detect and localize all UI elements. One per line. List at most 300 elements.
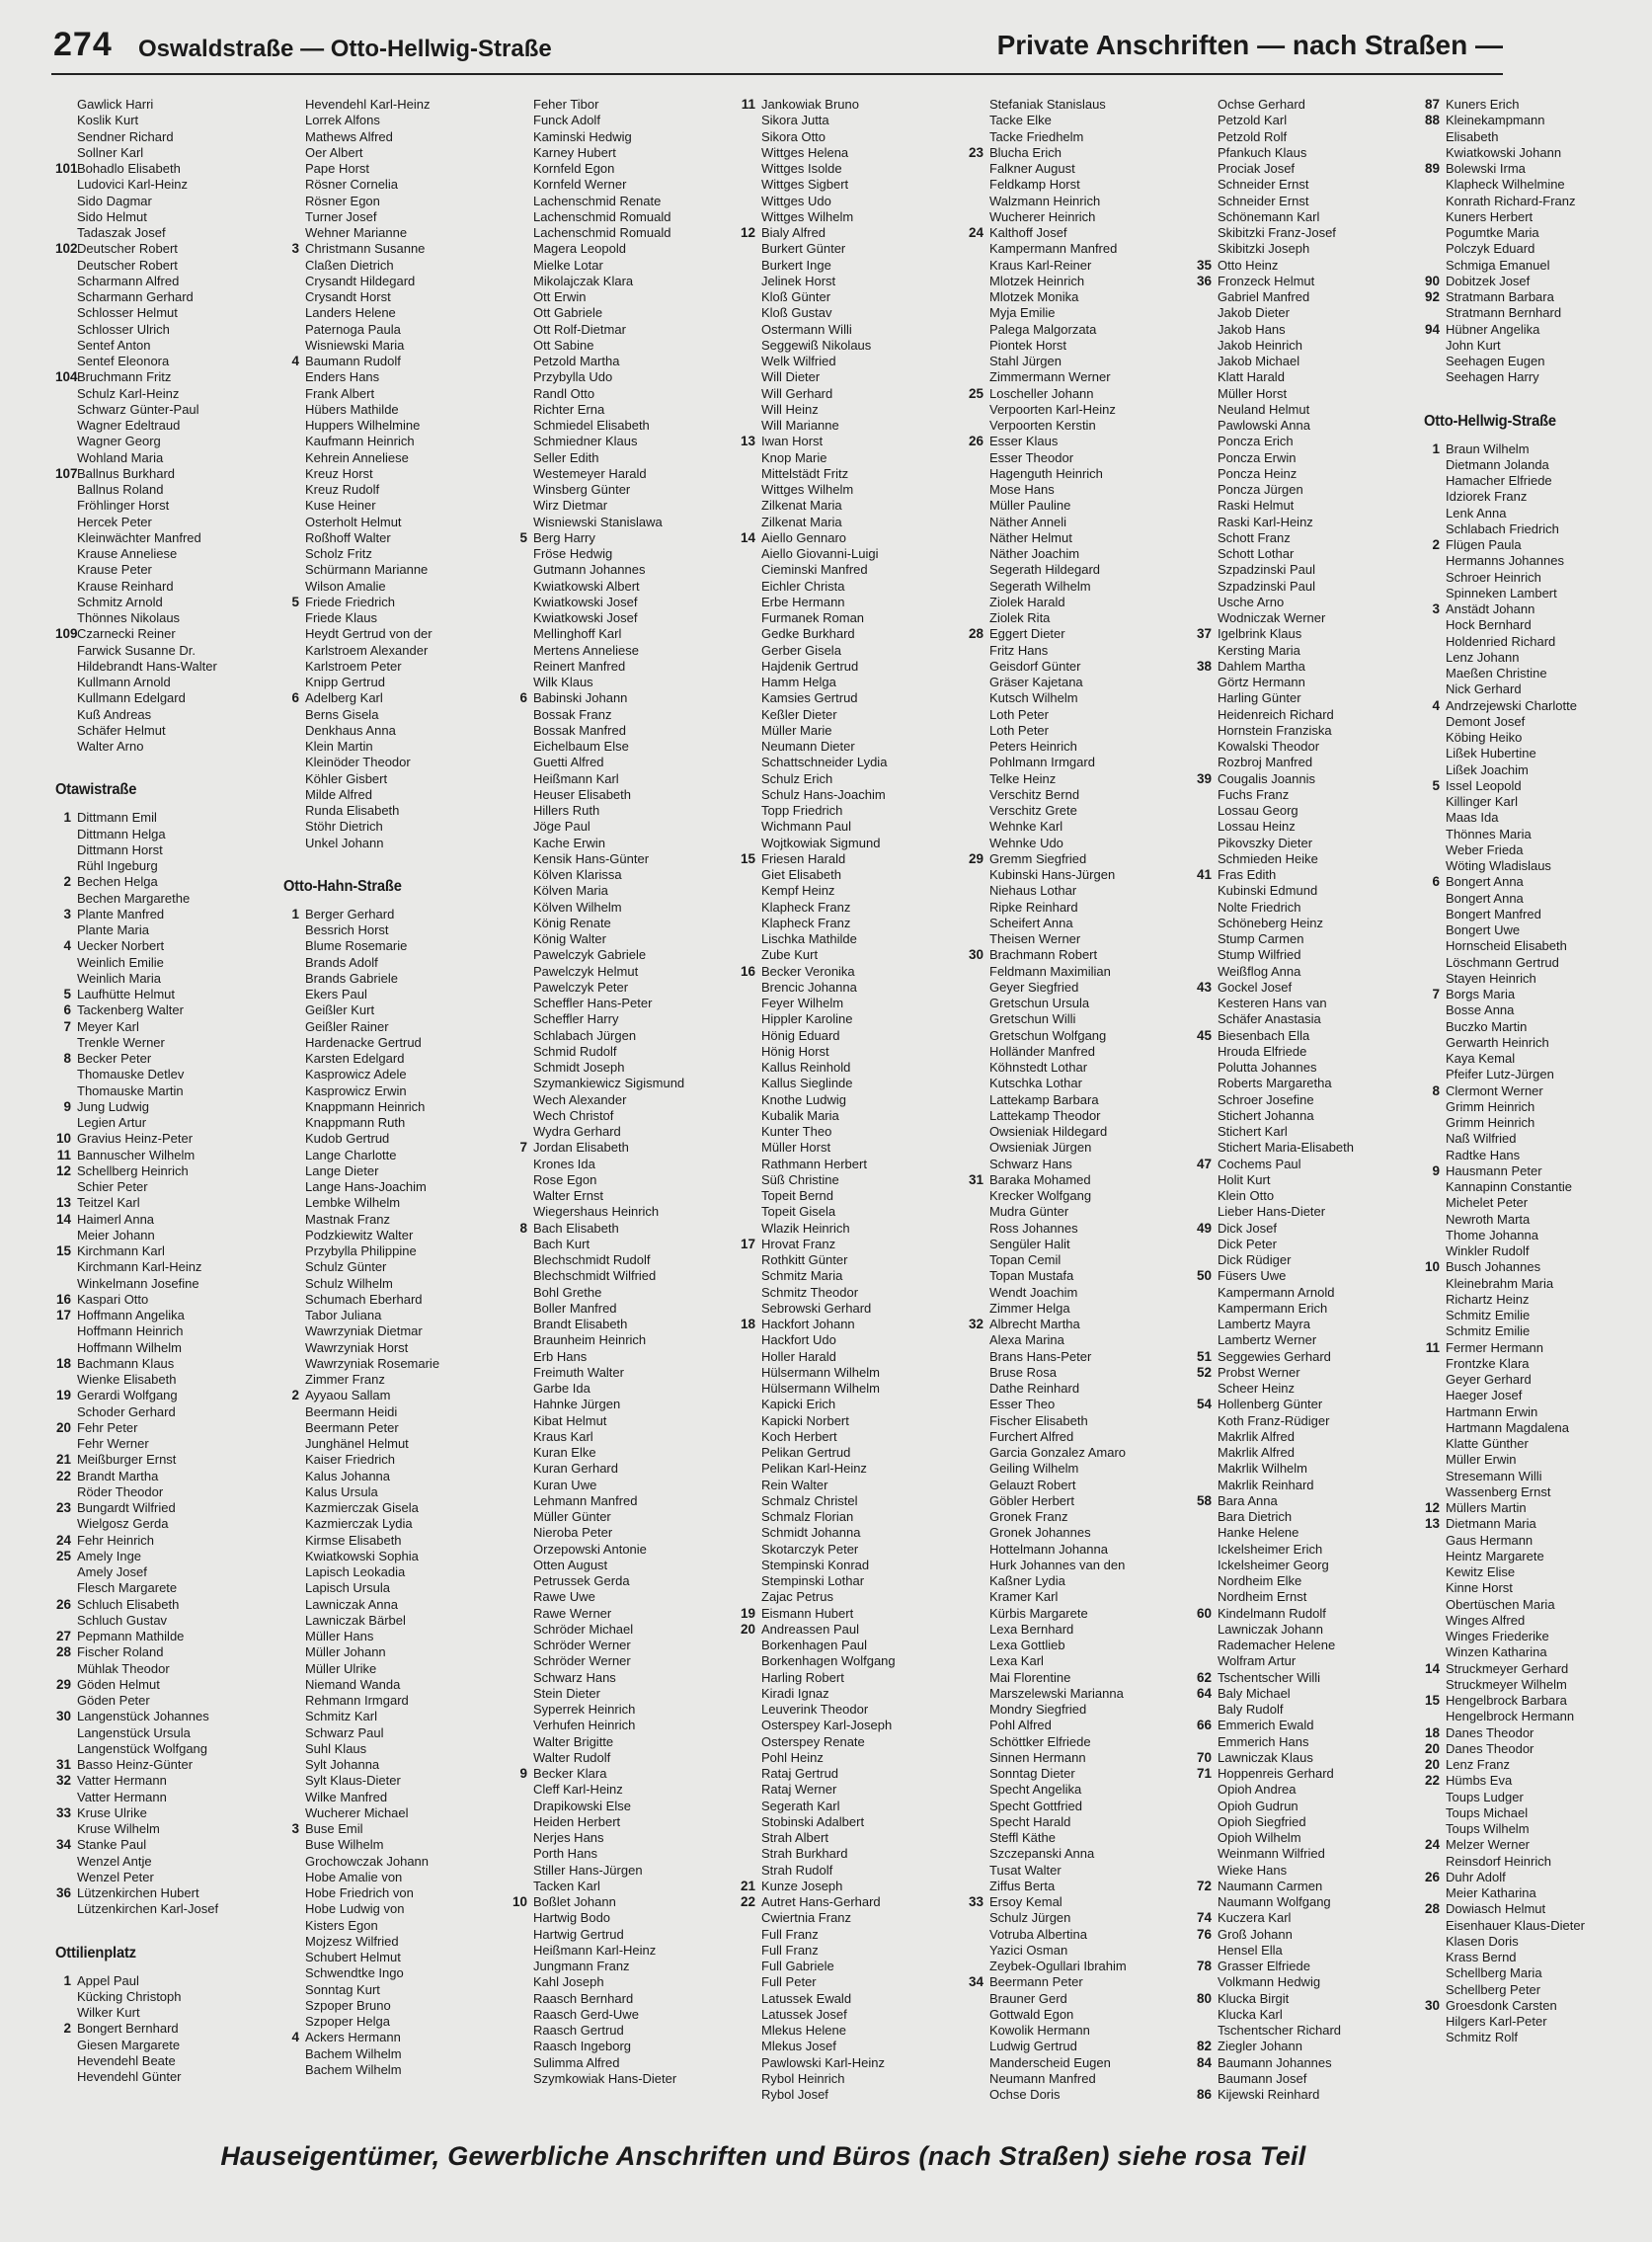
resident-name: Mikolajczak Klara	[533, 273, 634, 288]
resident-entry	[1424, 369, 1652, 385]
house-number	[511, 1285, 533, 1301]
house-number	[511, 1381, 533, 1397]
house-number	[1196, 595, 1218, 610]
house-number	[511, 931, 533, 947]
house-number	[283, 161, 305, 177]
house-number	[968, 482, 989, 498]
resident-name: Dowiasch Helmut	[1446, 1901, 1546, 1917]
resident-name: Karlstroem Peter	[305, 658, 402, 674]
resident-entry	[740, 1927, 968, 1943]
house-number	[1196, 354, 1218, 369]
resident-entry	[283, 129, 511, 145]
resident-entry	[1424, 1372, 1652, 1388]
resident-entry	[1196, 964, 1424, 980]
resident-name: Neumann Dieter	[761, 739, 855, 754]
resident-name: Kewitz Elise	[1446, 1564, 1516, 1579]
resident-entry	[968, 980, 1196, 996]
resident-entry	[968, 258, 1196, 274]
house-number	[1424, 1950, 1446, 1965]
house-number	[968, 916, 989, 931]
resident-entry	[511, 1413, 740, 1429]
resident-entry	[283, 1340, 511, 1356]
resident-entry	[511, 177, 740, 193]
house-number	[968, 675, 989, 690]
resident-entry	[511, 626, 740, 642]
resident-name: Langenstück Johannes	[77, 1709, 209, 1724]
house-number	[283, 1901, 305, 1917]
resident-name: Wisniewski Stanislawa	[533, 514, 663, 529]
resident-name: Koslik Kurt	[77, 113, 139, 128]
resident-name: Thomauske Detlev	[77, 1067, 185, 1082]
house-number	[1196, 675, 1218, 690]
resident-entry	[740, 1044, 968, 1060]
house-number	[1424, 1356, 1446, 1372]
resident-entry	[511, 1188, 740, 1204]
resident-name: Eichelbaum Else	[533, 739, 629, 754]
resident-name: Brans Hans-Peter	[989, 1348, 1092, 1364]
resident-entry	[740, 867, 968, 883]
house-number	[968, 209, 989, 225]
house-number	[740, 305, 761, 321]
resident-entry	[55, 1388, 283, 1403]
resident-entry	[968, 643, 1196, 659]
resident-name: Schmitz Emilie	[1446, 1308, 1531, 1322]
resident-name: Rösner Cornelia	[305, 177, 398, 193]
resident-name: Rataj Werner	[761, 1782, 837, 1798]
resident-entry	[740, 836, 968, 851]
resident-name: Bechen Margarethe	[77, 890, 191, 906]
house-number: 20	[55, 1419, 71, 1435]
house-number	[283, 1131, 305, 1147]
house-number: 74	[1196, 1910, 1212, 1926]
resident-name: Struckmeyer Wilhelm	[1446, 1676, 1567, 1692]
resident-name: Rataj Gertrud	[761, 1766, 839, 1781]
resident-entry	[55, 723, 283, 739]
resident-entry	[1196, 1927, 1424, 1943]
house-number	[740, 690, 761, 706]
resident-name: Bolewski Irma	[1446, 161, 1526, 176]
resident-name: Wydra Gerhard	[533, 1124, 621, 1139]
resident-name: Kiradi Ignaz	[761, 1685, 829, 1701]
house-number	[1424, 1372, 1446, 1388]
house-number	[511, 1204, 533, 1220]
resident-name: Hillers Ruth	[533, 803, 600, 818]
resident-entry	[968, 1927, 1196, 1943]
resident-name: Kraus Karl	[533, 1428, 593, 1444]
house-number	[1196, 402, 1218, 418]
house-number	[1196, 1060, 1218, 1076]
resident-entry	[968, 2039, 1196, 2054]
house-number	[511, 97, 533, 113]
house-number	[740, 258, 761, 274]
resident-entry	[740, 1974, 968, 1990]
resident-entry	[740, 1397, 968, 1412]
resident-entry	[283, 289, 511, 305]
resident-entry	[1196, 2071, 1424, 2087]
resident-entry	[283, 434, 511, 449]
resident-name: Baly Rudolf	[1218, 1702, 1284, 1717]
resident-entry	[1424, 113, 1652, 128]
resident-name: Gretschun Willi	[989, 1011, 1076, 1027]
house-number	[1424, 1051, 1446, 1067]
resident-name: Ripke Reinhard	[989, 899, 1078, 915]
resident-entry	[511, 1028, 740, 1044]
resident-name: Jakob Hans	[1218, 321, 1286, 337]
house-number	[740, 241, 761, 257]
house-number: 80	[1196, 1990, 1212, 2006]
house-number: 84	[1196, 2054, 1212, 2070]
resident-name: Lexa Gottlieb	[989, 1638, 1065, 1652]
resident-entry	[740, 1894, 968, 1910]
resident-name: Berns Gisela	[305, 706, 379, 722]
house-number	[1424, 521, 1446, 537]
house-number	[1424, 145, 1446, 161]
house-number	[55, 2005, 77, 2021]
house-number	[1424, 225, 1446, 241]
house-number	[968, 305, 989, 321]
resident-name: Lenz Johann	[1446, 649, 1520, 665]
resident-entry	[55, 1099, 283, 1115]
house-number	[283, 1918, 305, 1934]
house-number	[968, 1830, 989, 1846]
house-number	[283, 1500, 305, 1516]
resident-name: Junghänel Helmut	[305, 1436, 409, 1451]
resident-entry	[740, 1349, 968, 1365]
house-number	[1424, 1533, 1446, 1549]
house-number	[740, 1653, 761, 1669]
house-number	[968, 1573, 989, 1589]
resident-name: Kornfeld Egon	[533, 161, 615, 176]
resident-name: Petrussek Gerda	[533, 1573, 630, 1588]
resident-name: Kornfeld Werner	[533, 177, 627, 193]
house-number	[740, 1445, 761, 1461]
resident-entry	[511, 1622, 740, 1638]
resident-name: Müller Horst	[1218, 385, 1288, 401]
resident-entry	[968, 1991, 1196, 2007]
house-number	[1196, 418, 1218, 434]
resident-name: Bara Anna	[1218, 1492, 1278, 1508]
resident-entry	[283, 1469, 511, 1484]
resident-entry	[511, 2039, 740, 2054]
resident-name: Eismann Hubert	[761, 1605, 854, 1621]
house-number	[740, 675, 761, 690]
resident-entry	[1196, 274, 1424, 289]
house-number: 36	[1196, 273, 1212, 288]
resident-entry	[1196, 1782, 1424, 1798]
house-number	[740, 1349, 761, 1365]
resident-name: Aiello Giovanni-Luigi	[761, 546, 879, 561]
resident-entry	[968, 1076, 1196, 1091]
house-number	[511, 338, 533, 354]
resident-entry	[1424, 1644, 1652, 1660]
resident-name: Hülsermann Wilhelm	[761, 1364, 880, 1380]
house-number	[968, 1782, 989, 1798]
house-number	[968, 1686, 989, 1702]
resident-name: Köhler Gisbert	[305, 770, 388, 786]
house-number	[511, 1429, 533, 1445]
house-number	[968, 690, 989, 706]
resident-entry	[55, 1693, 283, 1709]
resident-entry	[740, 1252, 968, 1268]
resident-entry	[55, 643, 283, 659]
house-number	[283, 1613, 305, 1629]
house-number	[1196, 1124, 1218, 1140]
resident-entry	[283, 1982, 511, 1998]
house-number	[740, 338, 761, 354]
house-number	[283, 1854, 305, 1870]
resident-name: Ochse Doris	[989, 2087, 1061, 2102]
resident-entry	[283, 1549, 511, 1564]
resident-name: Skotarczyk Peter	[761, 1541, 859, 1557]
resident-entry	[1424, 1148, 1652, 1163]
house-number	[283, 322, 305, 338]
resident-entry	[511, 659, 740, 675]
house-number	[968, 659, 989, 675]
resident-name: Polutta Johannes	[1218, 1060, 1317, 1075]
resident-entry	[1424, 1965, 1652, 1981]
resident-name: Aiello Gennaro	[761, 529, 846, 545]
resident-entry	[1424, 762, 1652, 778]
resident-name: Kölven Maria	[533, 883, 608, 899]
house-number	[511, 1653, 533, 1669]
house-number	[283, 1998, 305, 2014]
resident-entry	[1196, 1589, 1424, 1605]
resident-name: Schöttker Elfriede	[989, 1733, 1091, 1749]
resident-name: Wielgosz Gerda	[77, 1516, 169, 1532]
resident-name: Feldmann Maximilian	[989, 963, 1111, 979]
house-number	[1196, 1573, 1218, 1589]
house-number	[968, 1558, 989, 1573]
resident-name: Raski Karl-Heinz	[1218, 514, 1313, 529]
resident-name: Loth Peter	[989, 706, 1049, 722]
resident-entry	[55, 515, 283, 530]
resident-name: Kuß Andreas	[77, 706, 152, 722]
house-number	[511, 209, 533, 225]
house-number	[283, 1051, 305, 1067]
resident-entry	[1196, 1638, 1424, 1653]
house-number	[968, 1493, 989, 1509]
resident-entry	[968, 1060, 1196, 1076]
resident-name: Zeybek-Ogullari Ibrahim	[989, 1959, 1127, 1973]
house-number	[740, 2087, 761, 2103]
resident-name: Sentef Eleonora	[77, 354, 170, 368]
resident-entry	[968, 1108, 1196, 1124]
resident-entry	[968, 1365, 1196, 1381]
house-number	[511, 1445, 533, 1461]
resident-name: Lenk Anna	[1446, 505, 1507, 520]
resident-entry	[55, 1356, 283, 1372]
resident-name: Görtz Hermann	[1218, 675, 1305, 689]
resident-name: Müller Pauline	[989, 498, 1071, 514]
resident-entry	[511, 771, 740, 787]
house-number	[511, 322, 533, 338]
house-number: 18	[1424, 1724, 1440, 1740]
resident-entry	[1196, 241, 1424, 257]
house-number	[511, 1525, 533, 1541]
resident-entry	[1424, 1308, 1652, 1323]
house-number	[1424, 1388, 1446, 1403]
resident-name: Schmiedner Klaus	[533, 434, 638, 449]
column-7	[1424, 97, 1652, 2108]
resident-entry	[968, 386, 1196, 402]
resident-entry	[55, 1195, 283, 1211]
house-number: 3	[1432, 601, 1440, 616]
house-number	[283, 1885, 305, 1901]
house-number	[968, 1509, 989, 1525]
house-number	[740, 466, 761, 482]
resident-name: Richter Erna	[533, 401, 605, 417]
resident-entry	[968, 466, 1196, 482]
resident-name: Hobe Friedrich von	[305, 1885, 414, 1900]
resident-entry	[511, 1750, 740, 1766]
resident-name: Pikovszky Dieter	[1218, 835, 1313, 850]
house-number	[511, 450, 533, 466]
house-number	[55, 1436, 77, 1452]
resident-entry	[740, 1686, 968, 1702]
resident-name: Hartmann Magdalena	[1446, 1419, 1570, 1435]
resident-name: Krause Peter	[77, 562, 152, 578]
resident-name: Loth Peter	[989, 722, 1049, 738]
house-number: 7	[1432, 987, 1440, 1001]
resident-entry	[283, 1741, 511, 1757]
resident-entry	[283, 1372, 511, 1388]
resident-name: Näther Helmut	[989, 529, 1072, 545]
house-number	[1424, 2030, 1446, 2045]
house-number	[740, 1910, 761, 1926]
resident-entry	[1424, 955, 1652, 971]
house-number	[511, 1814, 533, 1830]
resident-name: Meißburger Ernst	[77, 1452, 177, 1468]
resident-name: Hausmann Peter	[1446, 1162, 1542, 1178]
house-number	[1196, 1830, 1218, 1846]
house-number	[968, 161, 989, 177]
resident-name: Stahl Jürgen	[989, 354, 1062, 368]
resident-name: Schneider Ernst	[1218, 193, 1309, 208]
resident-entry	[968, 659, 1196, 675]
resident-name: Sikora Otto	[761, 128, 826, 144]
house-number: 20	[1424, 1740, 1440, 1756]
resident-entry	[511, 900, 740, 916]
house-number: 4	[1432, 697, 1440, 713]
house-number	[283, 1228, 305, 1243]
resident-name: Schmalz Florian	[761, 1509, 854, 1524]
resident-entry	[55, 827, 283, 842]
house-number	[740, 916, 761, 931]
resident-name: Heintz Margarete	[1446, 1548, 1544, 1563]
resident-entry	[968, 931, 1196, 947]
resident-entry	[511, 1894, 740, 1910]
house-number	[740, 354, 761, 369]
house-number	[1196, 450, 1218, 466]
house-number	[968, 1702, 989, 1718]
house-number	[1424, 1035, 1446, 1051]
resident-entry	[55, 675, 283, 690]
resident-name: Kallus Sieglinde	[761, 1076, 853, 1091]
house-number	[968, 1204, 989, 1220]
house-number: 87	[1424, 97, 1440, 112]
house-number	[511, 1317, 533, 1332]
house-number	[968, 498, 989, 514]
resident-entry	[283, 2030, 511, 2045]
house-number	[283, 1564, 305, 1580]
resident-name: Thönnes Nikolaus	[77, 610, 181, 625]
resident-name: Hildebrandt Hans-Walter	[77, 658, 217, 674]
resident-entry	[968, 996, 1196, 1011]
street-spacer	[55, 755, 283, 776]
house-number	[968, 1846, 989, 1862]
resident-name: Tabor Juliana	[305, 1308, 382, 1322]
resident-name: Lange Dieter	[305, 1162, 379, 1178]
resident-name: Sylt Klaus-Dieter	[305, 1773, 401, 1789]
resident-name: Dick Peter	[1218, 1236, 1277, 1251]
house-number	[283, 258, 305, 274]
resident-entry	[55, 1276, 283, 1292]
house-number	[283, 1516, 305, 1532]
resident-entry	[740, 194, 968, 209]
resident-entry	[1424, 1982, 1652, 1998]
house-number	[283, 819, 305, 835]
house-number	[740, 1846, 761, 1862]
resident-name: Gaus Hermann	[1446, 1532, 1534, 1548]
resident-name: Schmitz Emilie	[1446, 1323, 1531, 1339]
resident-name: Kapicki Erich	[761, 1397, 836, 1412]
resident-entry	[968, 354, 1196, 369]
resident-name: Bach Elisabeth	[533, 1220, 619, 1236]
house-number	[1196, 466, 1218, 482]
resident-entry	[283, 241, 511, 257]
resident-entry	[968, 1606, 1196, 1622]
resident-entry	[283, 209, 511, 225]
house-number	[968, 579, 989, 595]
resident-entry	[740, 1028, 968, 1044]
resident-entry	[1424, 489, 1652, 505]
resident-entry	[968, 434, 1196, 449]
resident-name: Cleff Karl-Heinz	[533, 1782, 623, 1798]
resident-name: Holdenried Richard	[1446, 633, 1556, 649]
resident-name: Hackfort Udo	[761, 1332, 836, 1348]
resident-name: Knothe Ludwig	[761, 1091, 847, 1107]
house-number: 24	[968, 225, 983, 240]
resident-entry	[55, 1564, 283, 1580]
resident-name: Will Gerhard	[761, 385, 833, 401]
house-number	[283, 1002, 305, 1018]
resident-name: Raski Helmut	[1218, 498, 1295, 514]
resident-name: Kreuz Rudolf	[305, 482, 380, 497]
house-number	[283, 1452, 305, 1468]
house-number	[511, 1397, 533, 1412]
house-number	[740, 1011, 761, 1027]
resident-entry	[511, 643, 740, 659]
house-number: 1	[63, 1972, 71, 1988]
resident-entry	[1424, 1292, 1652, 1308]
resident-entry	[511, 1317, 740, 1332]
resident-entry	[511, 225, 740, 241]
resident-entry	[1424, 1950, 1652, 1965]
resident-name: Naumann Carmen	[1218, 1878, 1323, 1893]
resident-entry	[968, 546, 1196, 562]
resident-name: Schröder Werner	[533, 1638, 631, 1652]
resident-name: Roberts Margaretha	[1218, 1076, 1332, 1091]
resident-name: Näther Anneli	[989, 514, 1067, 529]
house-number	[283, 225, 305, 241]
house-number	[968, 1445, 989, 1461]
resident-name: Walter Brigitte	[533, 1733, 614, 1749]
house-number	[511, 1044, 533, 1060]
resident-entry	[740, 1461, 968, 1477]
resident-entry	[740, 113, 968, 128]
resident-name: Frontzke Klara	[1446, 1355, 1530, 1371]
resident-entry	[283, 305, 511, 321]
